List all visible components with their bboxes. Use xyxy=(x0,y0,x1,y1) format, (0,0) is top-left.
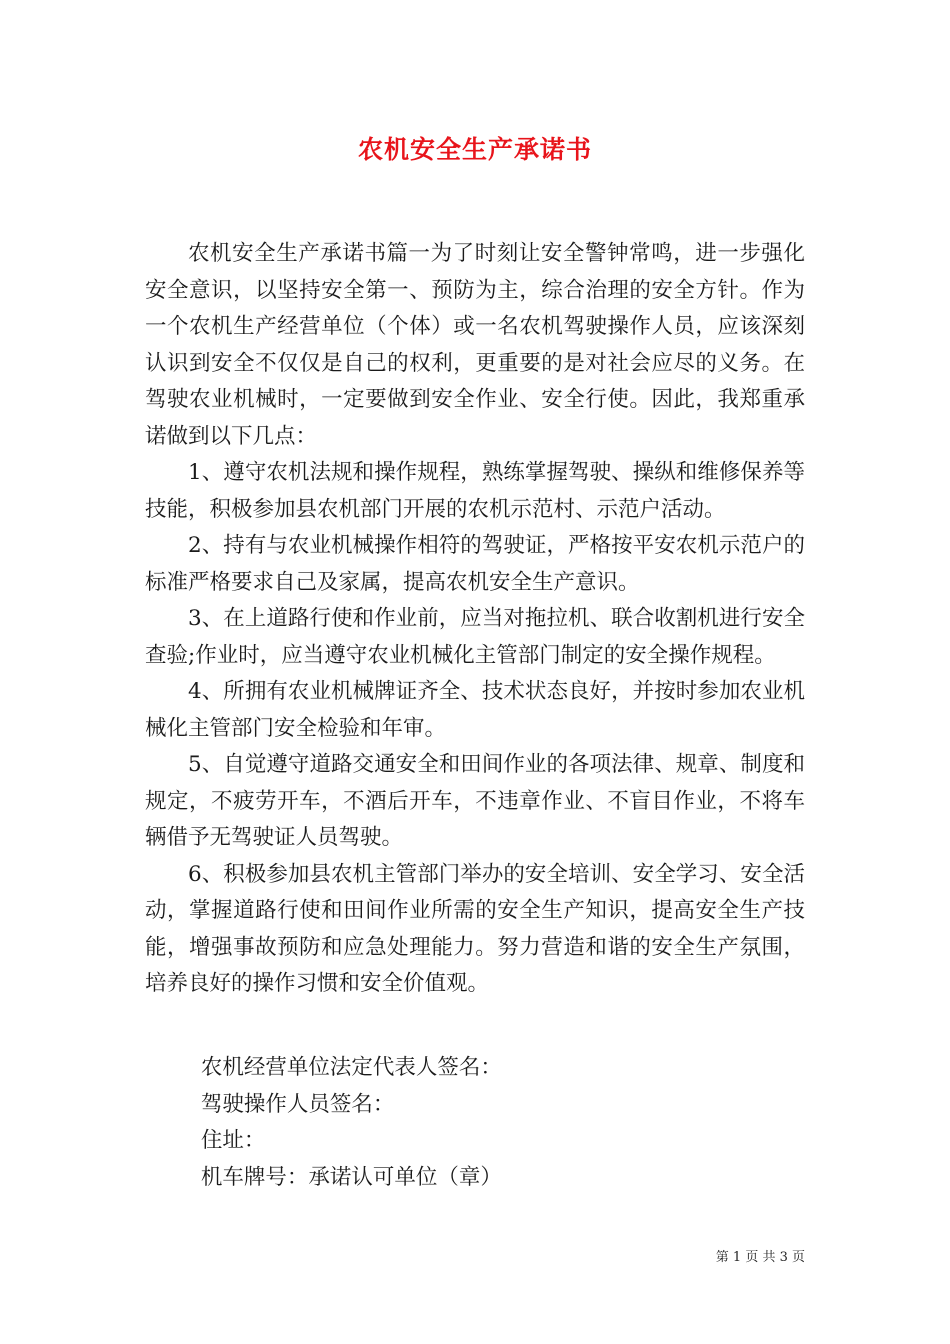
representative-signature-line: 农机经营单位法定代表人签名： xyxy=(200,1055,502,1080)
commitment-item-3: 3、在上道路行使和作业前，应当对拖拉机、联合收割机进行安全查验;作业时，应当遵守农业机械化主管部门制定的安全操作规程。 xyxy=(145,606,805,668)
address-line: 住址： xyxy=(200,1128,266,1153)
document-body xyxy=(145,236,805,1003)
plate-number-line: 机车牌号：承诺认可单位（章） xyxy=(200,1164,502,1190)
commitment-item-1: 1、遵守农机法规和操作规程，熟练掌握驾驶、操纵和维修保养等技能，积极参加县农机部门开展的农机示范村、示范户活动。 xyxy=(145,460,805,522)
commitment-item-4: 4、所拥有农业机械牌证齐全、技术状态良好，并按时参加农业机械化主管部门安全检验和年审。 xyxy=(145,679,805,741)
commitment-item-2: 2、持有与农业机械操作相符的驾驶证，严格按平安农机示范户的标准严格要求自己及家属，提高农机安全生产意识。 xyxy=(145,533,805,595)
operator-signature-line: 驾驶操作人员签名： xyxy=(200,1091,395,1117)
commitment-item-6: 6、积极参加县农机主管部门举办的安全培训、安全学习、安全活动，掌握道路行使和田间作业所需的安全生产知识，提高安全生产技能，增强事故预防和应急处理能力。努力营造和谐的安全生产氛围，培养良好的操作习惯和安全价值观。 xyxy=(145,861,805,996)
commitment-item-5: 5、自觉遵守道路交通安全和田间作业的各项法律、规章、制度和规定，不疲劳开车，不酒后开车，不违章作业、不盲目作业，不将车辆借予无驾驶证人员驾驶。 xyxy=(145,752,805,850)
intro-paragraph: 农机安全生产承诺书篇一为了时刻让安全警钟常鸣，进一步强化安全意识，以坚持安全第一、预防为主，综合治理的安全方针。作为一个农机生产经营单位（个体）或一名农机驾驶操作人员，应该深刻认识到安全不仅仅是自己的权利，更重要的是对社会应尽的义务。在驾驶农业机械时，一定要做到安全作业、安全行使。因此，我郑重承诺做到以下几点： xyxy=(145,241,805,449)
signature-block xyxy=(145,1050,805,1196)
page-number: 第 1 页 共 3 页 xyxy=(715,1250,805,1265)
page-title: 农机安全生产承诺书 xyxy=(357,135,592,164)
